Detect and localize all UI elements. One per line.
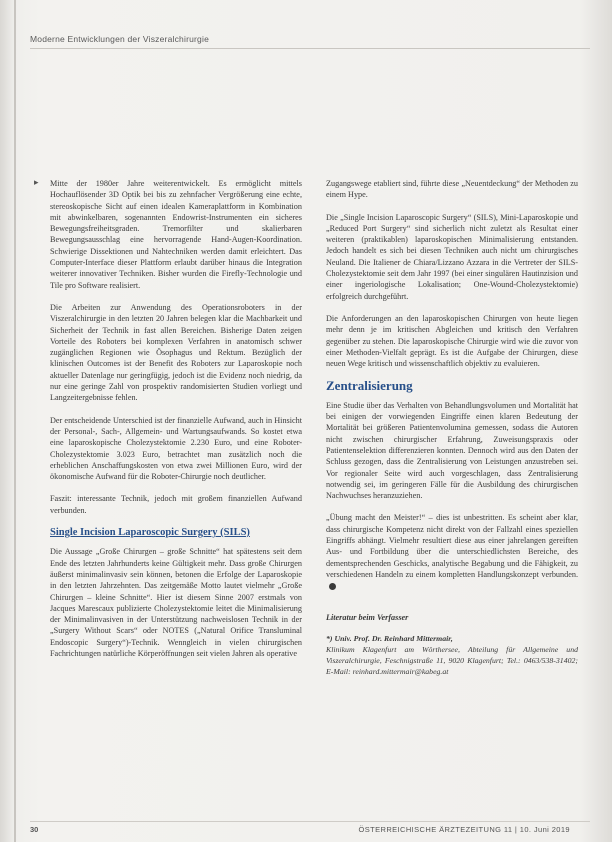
section-heading-sils: Single Incision Laparoscopic Surgery (SILS) (50, 527, 250, 539)
paragraph: Die Anforderungen an den laparoskopischen Chirurgen von heute liegen mehr denn je im kritischen Abgleichen und kritisch den Verfahren gegenüber zu stehen. Die laparoskopische Chirurgie wird wie die zuvor von einer Methoden-Vielfalt geprägt. Es ist die Aufgabe der Chirurgen, diese neuen Wege kritisch und wissenschaftlich objektiv zu evaluieren. (326, 313, 578, 369)
paragraph-text: „Übung macht den Meister!“ – dies ist unbestritten. Es scheint aber klar, dass chirurgische Kompetenz nicht direkt von der Fallzahl eines speziellen Eingriffs abhängt. Vielmehr resultiert diese aus einer jahrelangen gereiften Aus- und Fortbildung über die unterschiedlichsten Bereiche, des dementsprechenden Geschicks, analytische Begabung und die Fähigkeit, zu verschiedenen Handeln zu einem kompletten Handlungskonzept verbunden. (326, 513, 578, 579)
page-footer (30, 821, 590, 834)
author-name: *) Univ. Prof. Dr. Reinhard Mittermair, (326, 633, 453, 643)
continuation-arrow-icon: ▸ (34, 178, 39, 188)
paragraph: Die „Single Incision Laparoscopic Surgery“ (SILS), Mini-Laparoskopie und „Reduced Port Surgery“ sind sicherlich nicht zuletzt als Resultat einer weiteren (praktikablen) laparoskopischen Minimalisierung entstanden. Jedoch handelt es sich bei diesen Techniken auch nicht um chirurgisches Neuland. Die Italiener de Chiara/Lizzano Azzara in die Vertreter der SILS-Cholezystektomie seit dem Jahr 1997 (bei einer singulären Hautinzision und einer ingeriologische Lokalisation; One-Wound-Cholezystektomie) erfolgreich durchgeführt. (326, 212, 578, 301)
binding-edge (14, 0, 16, 842)
paragraph: Die Aussage „Große Chirurgen – große Schnitte“ hat spätestens seit dem Ende des letzten Jahrhunderts keine Gültigkeit mehr. Dass große Chirurgen äußerst minimalinvasiv sein können, betonen die Erfolge der Laparoskopie in den letzten Jahrzehnten. Das zeitgemäße Motto lautet vielmehr „Große Chirurgen – kleine Schnitte“. Hier ist diesem Sinne 2007 erstmals von Jacques Marescaux publizierte Cholezystektomie leitet die Minimalisierung der Minimalinvasiven in der Unterstützung nachweislosen Technik in der „Surgery Without Scars“ oder NOTES („Natural Orifice Transluminal Endoscopic Surgery“)-Technik. Wenngleich in vielen chirurgischen Fachrichtungen natürliche Körperöffnungen seit vielen Jahren als operative (50, 547, 302, 658)
paragraph: Zugangswege etabliert sind, führte diese „Neuentdeckung“ der Methoden zu einem Hype. (326, 179, 578, 200)
paragraph: Mitte der 1980er Jahre weiterentwickelt. Es ermöglicht mittels Hochauflösender 3D Optik bei bis zu zehnfacher Vergrößerung eine echte, stereoskopische Sicht auf einen idealen Kameraplattform in Kombination mit abwinkelbaren, sogenannten Endowrist-Instrumenten ein sicheres Bewegungsfreiheitsgraden. Tremorfilter und skalierbaren Bewegungsausschlag eine hervorragende Hand-Augen-Koordination. Schwierige Dissektionen und Nahtechniken werden damit erleichtert. Das Computer-Interface dieser Plattform erlaubt darüber hinaus die Integration weiterer innovativer Techniken. Bisher wurden die Firefly-Technologie und Tile pro Software realisiert. (50, 179, 302, 290)
paragraph: Faszit: interessante Technik, jedoch mit großem finanziellen Aufwand verbunden. (50, 494, 302, 515)
paragraph-closing (326, 512, 578, 591)
publication-info: ÖSTERREICHISCHE ÄRZTEZEITUNG 11 | 10. Juni 2019 (358, 825, 570, 834)
running-head: Moderne Entwicklungen der Viszeralchirurgie (30, 34, 590, 49)
paragraph: Eine Studie über das Verhalten von Behandlungsvolumen und Mortalität hat bei einigen der vorwiegenden Eingriffe einen klaren Bedeutung der Mortalität bei größeren Patientenvolumina gemessen, sodass die Autoren nicht zwischen chirurgischer Erfahrung, Zuweisungspraxis oder Patientenselektion differenzieren konnten. Dennoch wird aus den Daten der Schluss gezogen, dass die Zentralisierung von Leistungen anzustreben sei. Vor regionaler Seite wird auch vorgeschlagen, dass Zentralisierung notwendig sei, im geringeren Fälle für die Ausbildung des chirurgischen Nachwuchses heranzuziehen. (326, 400, 578, 501)
paragraph: Der entscheidende Unterschied ist der finanzielle Aufwand, auch in Hinsicht der Personal-, Sach-, Allgemein- und Wartungsaufwands. So kostet etwa eine laparoskopische Cholezystektomie 2.230 Euro, und eine Roboter-Cholezystektomie 3.023 Euro, betrachtet man zusätzlich noch die erheblichen Anschaffungskosten von etwa zwei Millionen Euro, wird der ökonomische Aufwand für die Roboter-Chirurgie noch deutlicher. (50, 415, 302, 482)
paragraph: Die Arbeiten zur Anwendung des Operationsroboters in der Viszeralchirurgie in den letzten 20 Jahren belegen klar die Machbarkeit und Sicherheit der Technik in fast allen Bereichen. Bisherige Daten zeigen Vorteile des Roboters bei komplexen Verfahren in anatomisch schwer zugänglichen Regionen wie Ösophagus und Rektum. Bezüglich der klinischen Outcomes ist der Benefit des Roboters zur Laparoskopie noch aktueller Datenlage nur geringfügig, jedoch ist die Evidenz noch niedrig, da nur eine geringe Zahl von prospektiv randomisierten Studien vorliegt und Langzeitergebnisse fehlen. (50, 302, 302, 403)
author-info (326, 633, 578, 677)
author-address: Klinikum Klagenfurt am Wörthersee, Abteilung für Allgemeine und Viszeralchirurgie, Feschnigstraße 11, 9020 Klagenfurt; Tel.: 0463/538-31402; E-Mail: reinhard.mittermair@kabeg.at (326, 644, 578, 676)
page-number: 30 (30, 825, 39, 834)
right-column (326, 178, 578, 677)
literature-note: Literatur beim Verfasser (326, 612, 409, 622)
section-heading-zentralisierung: Zentralisierung (326, 378, 413, 394)
left-column (50, 178, 302, 670)
end-of-article-icon (329, 583, 336, 590)
